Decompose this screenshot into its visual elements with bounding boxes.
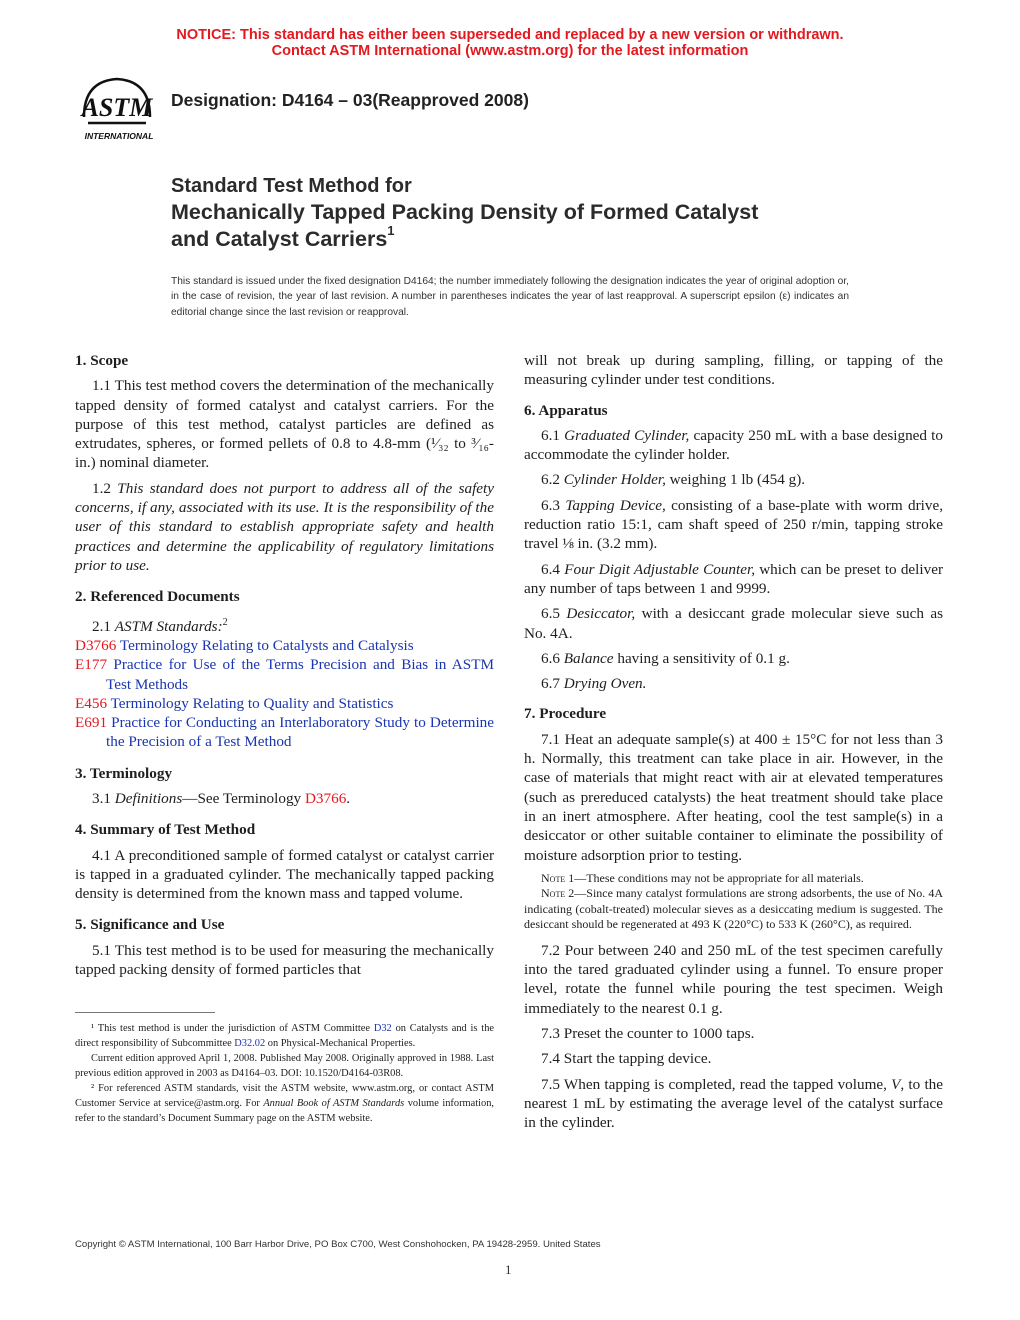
ref-e691[interactable] [75, 713, 494, 752]
para-2-1-num: 2.1 [92, 617, 115, 635]
para-1-2-text: This standard does not purport to address all of the safety concerns, if any, associated with its use. It is the responsibility of the user of this standard to establish appropriate safety and health practices and determine the applicability of regulatory limitations prior to use. [75, 479, 494, 574]
intro-paragraph: This standard is issued under the fixed designation D4164; the number immediately following the designation indicates the year of original adoption or, in the case of revision, the year of last revision. A number in parentheses indicates the year of last reapproval. A superscript epsilon (ε) indicates an editorial change since the last revision or reapproval. [171, 276, 849, 318]
d3766-link[interactable]: D3766 [304, 790, 347, 807]
fn2-text-b: volume information, refer to the standard’s Document Summary page on the ASTM website. [75, 1098, 494, 1124]
fn2-book-title: Annual Book of ASTM Standards [263, 1098, 405, 1109]
para-1-1: 1.1 This test method covers the determination of the mechanically tapped density of formed catalyst and catalyst carriers. For the purpose of this test method, catalyst particles are defined as extrudates, spheres, or formed pellets of 0.8 to 4.8-mm (¹⁄₃₂ to ³⁄₁₆-in.) nominal diameter. [75, 377, 494, 472]
para-6-5 [524, 604, 943, 643]
ref-e456[interactable] [75, 694, 494, 713]
para-6-4 [524, 560, 943, 599]
para-6-7 [524, 674, 943, 693]
para-4-1: 4.1 A preconditioned sample of formed catalyst or catalyst carrier is tapped in a graduated cylinder. The mechanically tapped packing density is determined from the known mass and tapped volume. [75, 846, 494, 903]
d32-link[interactable]: D32 [373, 1023, 392, 1034]
para-num: 6.2 [541, 471, 564, 489]
title-footnote-marker: 1 [387, 223, 395, 238]
section-3-heading: 3. Terminology [75, 764, 173, 782]
para-text: capacity 250 mL with a base designed to accommodate the cylinder holder. [524, 426, 943, 464]
ref-title[interactable]: Practice for Use of the Terms Precision and Bias in ASTM Test Methods [106, 656, 494, 693]
note-1 [524, 871, 943, 887]
para-term: Drying Oven. [563, 675, 647, 693]
ref-e177[interactable] [75, 655, 494, 694]
footnote-2 [75, 1081, 494, 1126]
footnote-1 [75, 1021, 494, 1051]
para-6-2 [524, 470, 943, 489]
ref-title[interactable]: Terminology Relating to Catalysts and Catalysis [116, 636, 414, 654]
para-term: Graduated Cylinder, [564, 426, 690, 444]
para-num: 6.7 [541, 675, 564, 693]
para-1-2 [75, 479, 494, 575]
para-5-1: 5.1 This test method is to be used for measuring the mechanically tapped packing density of formed particles that [75, 941, 494, 979]
para-num: 6.4 [541, 560, 565, 578]
para-7-5-text-a: 7.5 When tapping is completed, read the tapped volume, [541, 1075, 892, 1093]
fn1-text-b: on Catalysts and is the direct responsibility of Subcommittee [75, 1023, 495, 1049]
ref-d3766[interactable] [75, 636, 494, 655]
para-term: Cylinder Holder, [563, 471, 666, 489]
title-line-2: Mechanically Tapped Packing Density of Formed Catalyst [171, 200, 759, 224]
section-6-heading: 6. Apparatus [524, 401, 608, 419]
note-2-text: —Since many catalyst formulations are strong adsorbents, the use of No. 4A indicating (cobalt-treated) molecular sieves as a desiccating medium is suggested. The desiccant should be regenerated at 493 K (220°C) to 533 K (260°C), as required. [524, 886, 944, 932]
para-num: 6.6 [541, 649, 564, 667]
para-7-1: 7.1 Heat an adequate sample(s) at 400 ± 15°C for not less than 3 h. Normally, this treatment can take place in air. However, in the case of materials that might react with air at elevated temperatures (such as prereduced catalysts) the heat treatment should take place in an inert atmosphere. After heating, cool the test sample(s) in a desiccator or other suitable container to eliminate the possibility of moisture adsorption prior to testing. [524, 730, 943, 864]
para-6-6 [524, 649, 943, 668]
footnote-rule [75, 1012, 215, 1013]
para-text: which can be preset to deliver any number of taps between 1 and 9999. [524, 560, 943, 597]
para-3-1-num: 3.1 [92, 790, 115, 807]
ref-code[interactable]: D3766 [75, 636, 117, 654]
para-2-1 [75, 613, 494, 636]
ref-title[interactable]: Terminology Relating to Quality and Statistics [107, 694, 394, 712]
left-column [75, 351, 494, 979]
fn2-text-a: ² For referenced ASTM standards, visit the ASTM website, www.astm.org, or contact ASTM Customer Service at service@astm.org. For [75, 1083, 494, 1109]
para-term: Four Digit Adjustable Counter, [564, 560, 755, 578]
para-3-1-end: . [346, 790, 351, 807]
section-2-heading: 2. Referenced Documents [75, 588, 240, 606]
footnote-1-edition: Current edition approved April 1, 2008. Published May 2008. Originally approved in 1988. Last previous edition approved in 2003 as D4164–03. DOI: 10.1520/D4164-03R08. [75, 1053, 494, 1079]
title-line-3-text: and Catalyst Carriers [171, 227, 388, 251]
para-term: Tapping Device, [565, 496, 666, 514]
para-term: Desiccator, [566, 605, 636, 623]
para-2-1-text: ASTM Standards: [114, 617, 223, 635]
note-1-label: Note 1 [541, 870, 575, 885]
section-1-heading: 1. Scope [75, 352, 129, 369]
para-6-3 [524, 496, 943, 554]
ref-code[interactable]: E691 [75, 714, 108, 732]
notice-line-2: Contact ASTM International (www.astm.org) for the latest information [271, 43, 749, 59]
title-line-3 [171, 223, 395, 252]
notice-line-1: NOTICE: This standard has either been superseded and replaced by a new version or withdrawn. [176, 27, 844, 43]
fn1-text-a: ¹ This test method is under the jurisdiction of ASTM Committee [91, 1023, 374, 1034]
para-text: having a sensitivity of 0.1 g. [613, 649, 790, 667]
para-3-1-term: Definitions [114, 790, 183, 807]
para-3-1 [75, 789, 494, 808]
section-7-heading: 7. Procedure [524, 705, 607, 723]
ref-code[interactable]: E177 [75, 656, 108, 674]
section-5-heading: 5. Significance and Use [75, 916, 225, 934]
footnote-2-marker: 2 [222, 616, 228, 628]
para-term: Balance [563, 649, 614, 667]
para-5-1-continued: will not break up during sampling, filling, or tapping of the measuring cylinder under test conditions. [524, 352, 943, 389]
para-7-2: 7.2 Pour between 240 and 250 mL of the test specimen carefully into the tared graduated cylinder using a funnel. To ensure proper level, rotate the funnel while pouring the test specimen. Weigh immediately to the nearest 0.1 g. [524, 941, 943, 1017]
note-1-text: —These conditions may not be appropriate for all materials. [574, 870, 864, 885]
para-1-2-num: 1.2 [92, 479, 118, 497]
para-7-5 [524, 1075, 943, 1133]
para-text: consisting of a base-plate with worm drive, reduction ratio 15:1, cam shaft speed of 250 r/min, tapping stroke travel ⅛ in. (3.2 mm). [524, 496, 944, 553]
astm-logo [72, 73, 162, 145]
copyright: Copyright © ASTM International, 100 Barr Harbor Drive, PO Box C700, West Conshohocken, PA 19428-2959. United States [75, 1239, 601, 1250]
para-6-1 [524, 426, 943, 465]
footnotes [75, 1021, 494, 1126]
note-2 [524, 886, 943, 933]
d32-02-link[interactable]: D32.02 [234, 1038, 266, 1049]
section-4-heading: 4. Summary of Test Method [75, 821, 256, 839]
para-7-3: 7.3 Preset the counter to 1000 taps. [541, 1025, 755, 1043]
ref-code[interactable]: E456 [75, 694, 108, 712]
para-num: 6.1 [541, 426, 565, 444]
para-text: with a desiccant grade molecular sieve such as No. 4A. [524, 605, 944, 642]
para-7-4: 7.4 Start the tapping device. [541, 1050, 712, 1068]
note-2-label: Note 2 [541, 886, 575, 901]
right-column [524, 351, 943, 1133]
para-7-5-text-b: , to the nearest 1 mL by estimating the average level of the catalyst surface in the cylinder. [524, 1075, 944, 1132]
title-line-1: Standard Test Method for [171, 175, 412, 197]
para-num: 6.3 [541, 496, 566, 514]
para-num: 6.5 [541, 605, 567, 623]
ref-title[interactable]: Practice for Conducting an Interlaboratory Study to Determine the Precision of a Test Method [106, 714, 494, 751]
fn1-text-c: on Physical-Mechanical Properties. [265, 1038, 416, 1049]
designation: Designation: D4164 – 03(Reapproved 2008) [171, 90, 529, 110]
logo-subtext: INTERNATIONAL [84, 131, 154, 141]
volume-symbol: V [891, 1075, 901, 1093]
page-number: 1 [505, 1262, 512, 1277]
logo-text: ASTM [81, 93, 153, 122]
para-3-1-text: —See Terminology [182, 790, 305, 807]
para-text: weighing 1 lb (454 g). [665, 471, 806, 489]
